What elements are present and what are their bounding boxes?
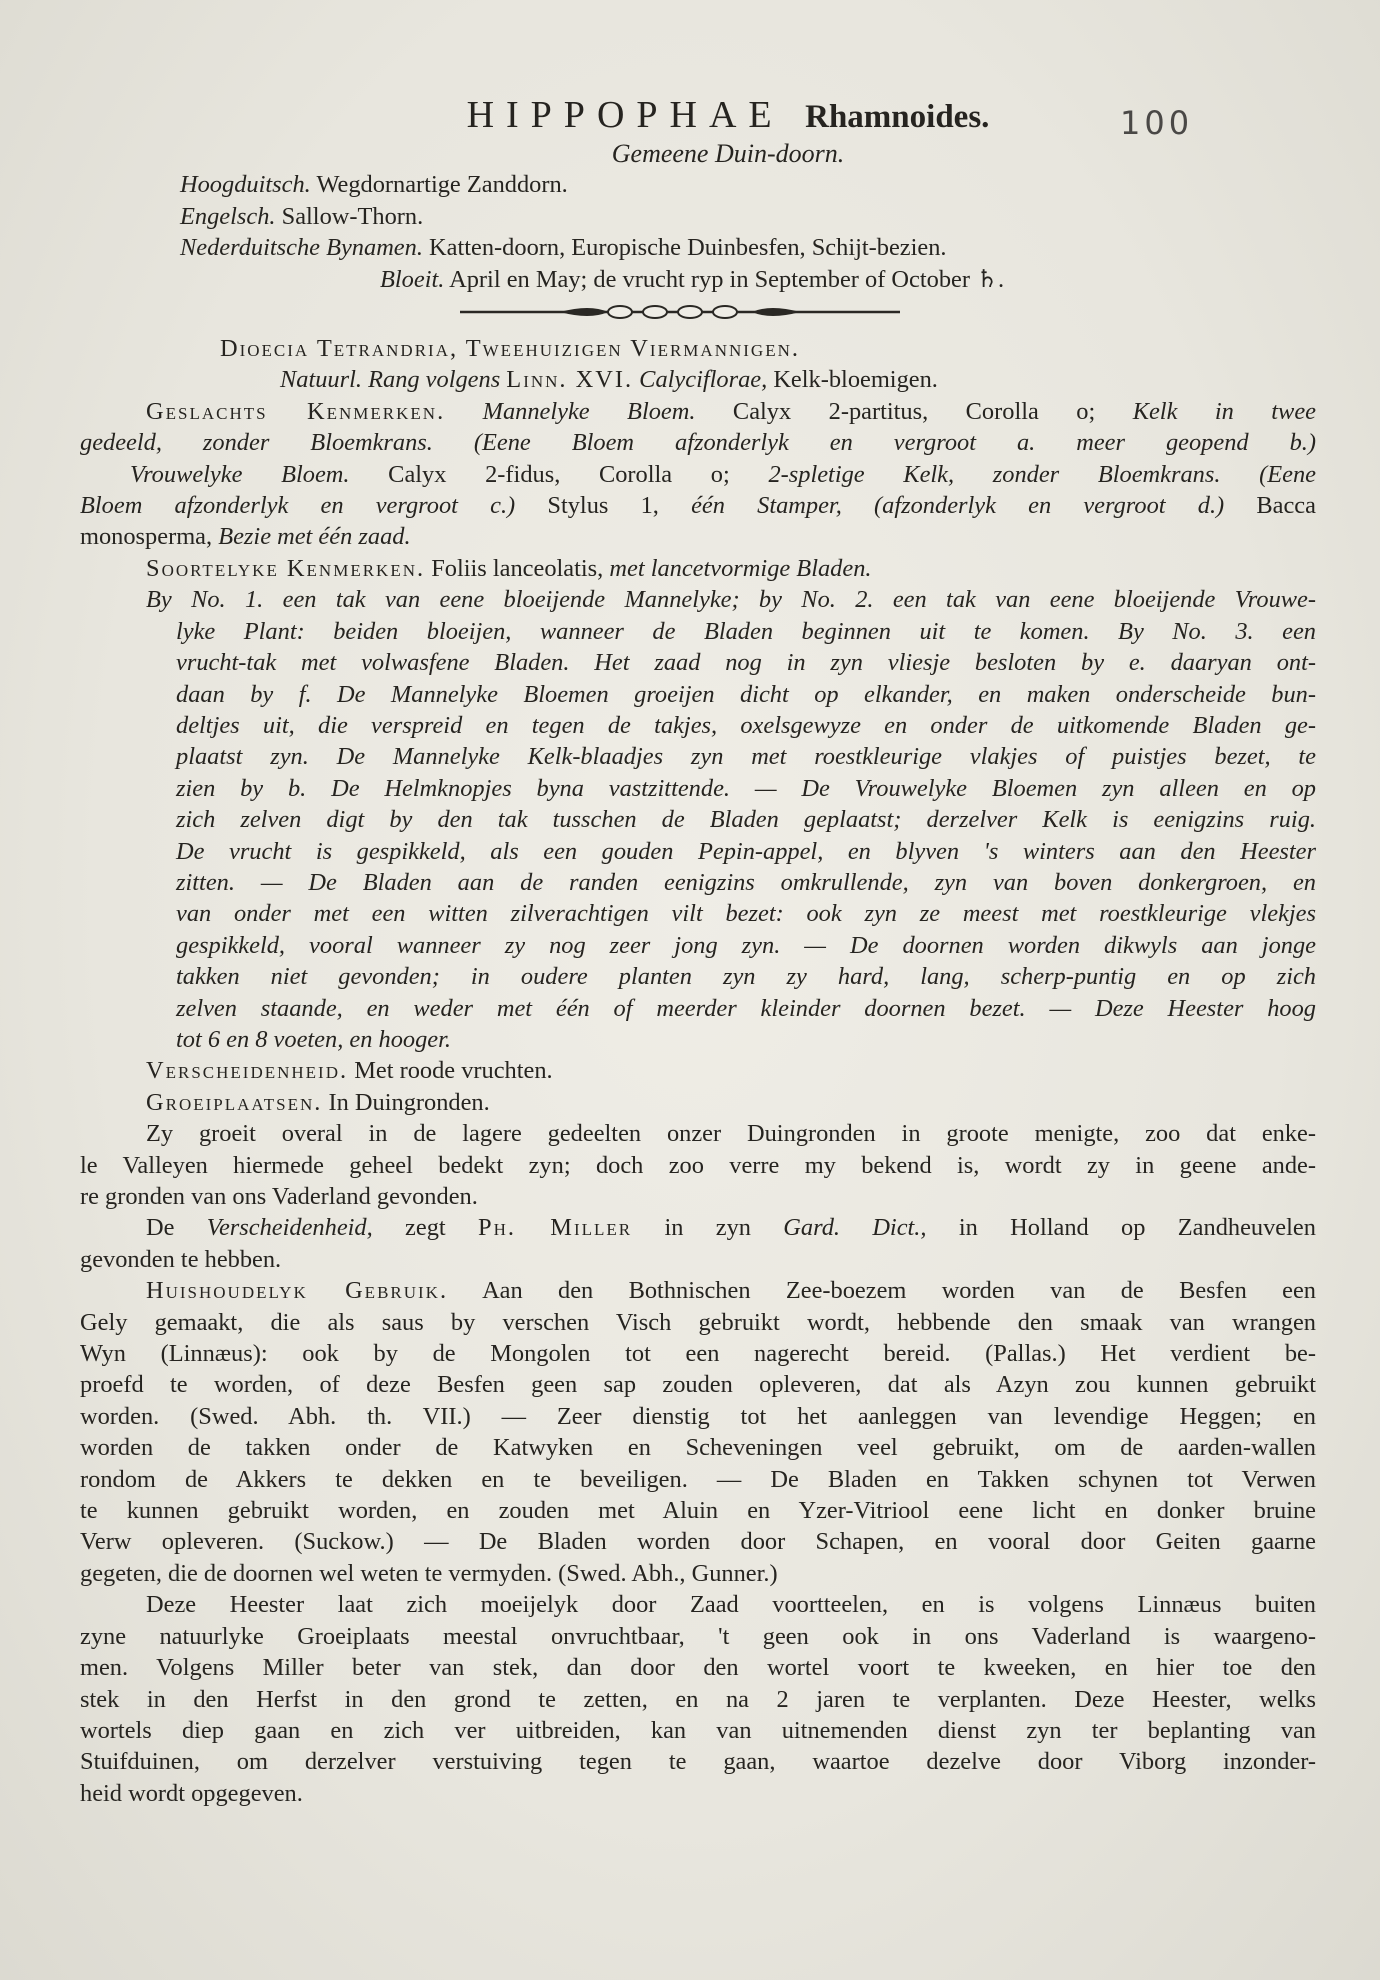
male-flower-label: Mannelyke Bloem. <box>482 397 696 425</box>
paragraph-line: Verw opleveren. (Suckow.) — De Bladen worden door Schapen, en vooral door Geiten gaarne <box>80 1528 1316 1556</box>
genus-text: gedeeld, zonder Bloemkrans. <box>80 429 433 457</box>
species-latin: Foliis lanceolatis, <box>431 554 604 582</box>
title-species: Rhamnoides. <box>805 99 990 135</box>
female-flower-label: Vrouwelyke Bloem. <box>130 460 350 488</box>
paragraph-line: gevonden te hebben. <box>80 1245 282 1273</box>
synonym-dutch <box>80 232 1316 263</box>
paragraph-line: gegeten, die de doornen wel weten te vermyden. (Swed. Abh., Gunner.) <box>80 1559 778 1587</box>
synonym-label: Hoogduitsch. <box>180 171 311 199</box>
paragraph-line: worden de takken onder de Katwyken en Scheveningen veel gebruikt, om de aarden-wallen <box>80 1434 1316 1462</box>
male-flower-latin: Calyx 2-partitus, Corolla o; <box>732 397 1096 425</box>
paragraph-line: zyne natuurlyke Groeiplaats meestal onvruchtbaar, 't geen ook in ons Vaderland is waargeno- <box>80 1622 1316 1650</box>
paragraph-line: le Valleyen hiermede geheel bedekt zyn; doch zoo verre my bekend is, wordt zy in geene ande- <box>80 1151 1316 1179</box>
species-label: Soortelyke Kenmerken. <box>146 554 426 582</box>
variety-label: Verscheidenheid. <box>146 1057 349 1085</box>
paragraph-line: men. Volgens Miller beter van stek, dan door den wortel voort te kweeken, en hier toe den <box>80 1654 1316 1682</box>
author-name: Ph. Miller <box>478 1214 633 1242</box>
paragraph-text: Aan den Bothnischen Zee-boezem worden van de Besfen een <box>482 1277 1316 1305</box>
genus-line <box>80 521 1316 552</box>
description-line: van onder met een witten zilverachtigen vilt bezet: ook zyn ze meest met roestkleurige vlekjes <box>176 900 1316 928</box>
synonym-text: Sallow-Thorn. <box>281 202 424 230</box>
variety-text: Met roode vruchten. <box>354 1057 553 1085</box>
paragraph-line: Gely gemaakt, die als saus by verschen Visch gebruikt wordt, hebbende den smaak van wrangen <box>80 1308 1316 1336</box>
paragraph-text: in Holland op Zandheuvelen <box>958 1214 1316 1242</box>
genus-text: één Stamper, (afzonderlyk en vergroot d.) <box>691 492 1225 520</box>
description-line: deltjes uit, die verspreid en tegen de takjes, oxelsgewyze en onder de uitkomende Bladen ge- <box>176 711 1316 739</box>
genus-text: Bloem afzonderlyk en vergroot c.) <box>80 492 516 520</box>
description-line: zien by b. De Helmknopjes byna vastzittende. — De Vrouwelyke Bloemen zyn alleen en op <box>176 774 1316 802</box>
synonym-english <box>80 201 1316 232</box>
genus-text: Stylus 1, <box>547 492 659 520</box>
uses-label: Huishoudelyk Gebruik. <box>146 1277 449 1305</box>
rank-cal: Calyciflorae, <box>639 366 768 394</box>
genus-text: Bacca <box>1256 492 1316 520</box>
bloom-text: April en May; de vrucht ryp in September of October ♄. <box>449 265 1005 293</box>
female-flower-latin: Calyx 2-fidus, Corolla o; <box>388 460 730 488</box>
description-line: zich zelven digt by den tak tusschen de Bladen geplaatst; derzelver Kelk is eenigzins ruig. <box>176 806 1316 834</box>
paragraph-text: Verscheidenheid, <box>206 1214 373 1242</box>
description-line: daan by f. De Mannelyke Bloemen groeijen dicht op elkander, en maken onderscheide bun- <box>176 680 1316 708</box>
genus-line <box>80 459 1316 490</box>
book-reference: Gard. Dict., <box>783 1214 927 1242</box>
genus-line <box>80 427 1316 458</box>
page-title <box>140 92 1316 138</box>
paragraph-line: worden. (Swed. Abh. th. VII.) — Zeer dienstig tot het aanleggen van levendige Heggen; en <box>80 1402 1316 1430</box>
species-dutch: met lancetvormige Bladen. <box>609 554 872 582</box>
synonym-german <box>80 169 1316 200</box>
uses-paragraph <box>80 1275 1316 1589</box>
paragraph-line: Stuifduinen, om derzelver verstuiving tegen te gaan, waartoe dezelve door Viborg inzonder- <box>80 1748 1316 1776</box>
bloom-line <box>80 264 1316 295</box>
rank-rest: Kelk-bloemigen. <box>773 366 938 394</box>
paragraph-line: Zy groeit overal in de lagere gedeelten onzer Duingronden in groote menigte, zoo dat enke- <box>146 1120 1316 1148</box>
description-line: zelven staande, en weder met één of meerder kleinder doornen bezet. — Deze Heester hoog <box>176 994 1316 1022</box>
synonym-label: Engelsch. <box>180 202 276 230</box>
description-line: De vrucht is gespikkeld, als een gouden Pepin-appel, en blyven 's winters aan den Heester <box>176 837 1316 865</box>
description-line: vrucht-tak met volwasfene Bladen. Het zaad nog in zyn vliesje besloten by e. daaryan ont- <box>176 649 1316 677</box>
paragraph-line: Wyn (Linnæus): ook by de Mongolen tot een nagerecht bereid. (Pallas.) Het verdient be- <box>80 1340 1316 1368</box>
bloom-label: Bloeit. <box>380 265 445 293</box>
paragraph-line: re gronden van ons Vaderland gevonden. <box>80 1183 478 1210</box>
paragraph-line: rondom de Akkers te dekken en te beveiligen. — De Bladen en Takken schynen tot Verwen <box>80 1465 1316 1493</box>
ornament-divider <box>460 301 900 323</box>
rank-linn: Linn. XVI. <box>506 366 634 394</box>
habitat-paragraph <box>80 1118 1316 1212</box>
rank-label: Natuurl. Rang volgens <box>280 366 501 394</box>
paragraph-line: heid wordt opgegeven. <box>80 1779 303 1807</box>
habitat-line <box>80 1087 1316 1118</box>
male-flower-dutch: Kelk in twee <box>1132 397 1316 425</box>
paragraph-text: De <box>146 1214 175 1242</box>
synonym-text: Katten-doorn, Europische Duinbesfen, Schijt-bezien. <box>429 234 947 262</box>
page-content <box>80 92 1316 1809</box>
genus-line <box>80 490 1316 521</box>
synonym-label: Nederduitsche Bynamen. <box>180 234 423 262</box>
page-subtitle: Gemeene Duin-doorn. <box>611 139 845 168</box>
title-genus: HIPPOPHAE <box>466 94 784 136</box>
paragraph-line: Deze Heester laat zich moeijelyk door Zaad voortteelen, en is volgens Linnæus buiten <box>146 1591 1316 1619</box>
description-line: plaatst zyn. De Mannelyke Kelk-blaadjes zyn met roestkleurige vlakjes of puistjes bezet, te <box>176 743 1316 771</box>
propagation-paragraph <box>80 1589 1316 1809</box>
description-line: lyke Plant: beiden bloeijen, wanneer de Bladen beginnen uit te komen. By No. 3. een <box>176 617 1316 645</box>
paragraph-line: te kunnen gebruikt worden, en zouden met Aluin en Yzer-Vitriool eene licht en donker bruine <box>80 1497 1316 1525</box>
genus-text: monosperma, <box>80 523 213 551</box>
paragraph-line <box>80 1212 1316 1243</box>
synonym-text: Wegdornartige Zanddorn. <box>316 171 568 199</box>
description-line: tot 6 en 8 voeten, en hooger. <box>176 1025 452 1053</box>
description-line: gespikkeld, vooral wanneer zy nog zeer jong zyn. — De doornen worden dikwyls aan jonge <box>176 931 1316 959</box>
genus-text: (Eene Bloem afzonderlyk en vergroot a. meer geopend b.) <box>473 429 1316 457</box>
female-flower-dutch: 2-spletige Kelk, zonder Bloemkrans. (Eene <box>768 460 1316 488</box>
paragraph-text: in zyn <box>664 1214 751 1242</box>
paragraph-line: proefd te worden, of deze Besfen geen sap zouden opleveren, dat als Azyn zou kunnen gebruikt <box>80 1371 1316 1399</box>
variety-line <box>80 1055 1316 1086</box>
classification-line: Dioecia Tetrandria, Tweehuizigen Viermannigen. <box>220 335 800 363</box>
genus-line <box>80 396 1316 427</box>
paragraph-line <box>80 1275 1316 1306</box>
natural-rank-line <box>80 364 1316 395</box>
description-paragraph <box>80 584 1316 1055</box>
description-line: zitten. — De Bladen aan de randen eenigzins omkrullende, zyn van boven donkergroen, en <box>176 868 1316 896</box>
description-line: By No. 1. een tak van eene bloeijende Mannelyke; by No. 2. een tak van eene bloeijende Vrouwe- <box>146 586 1316 614</box>
description-line: takken niet gevonden; in oudere planten zyn zy hard, lang, scherp-puntig en op zich <box>176 963 1316 991</box>
paragraph-line: stek in den Herfst in den grond te zetten, en na 2 jaren te verplanten. Deze Heester, welks <box>80 1685 1316 1713</box>
paragraph-line: wortels diep gaan en zich ver uitbreiden, kan van uitnemenden dienst zyn ter beplanting van <box>80 1716 1316 1744</box>
page-number: 100 <box>1120 104 1194 142</box>
species-characters <box>80 553 1316 584</box>
paragraph-text: zegt <box>405 1214 446 1242</box>
genus-label: Geslachts Kenmerken. <box>146 397 446 425</box>
synonyms <box>80 169 1316 295</box>
genus-characters <box>80 396 1316 553</box>
genus-text: Bezie met één zaad. <box>218 523 411 551</box>
habitat-text: In Duingronden. <box>328 1088 490 1116</box>
variety-paragraph <box>80 1212 1316 1275</box>
habitat-label: Groeiplaatsen. <box>146 1088 323 1116</box>
